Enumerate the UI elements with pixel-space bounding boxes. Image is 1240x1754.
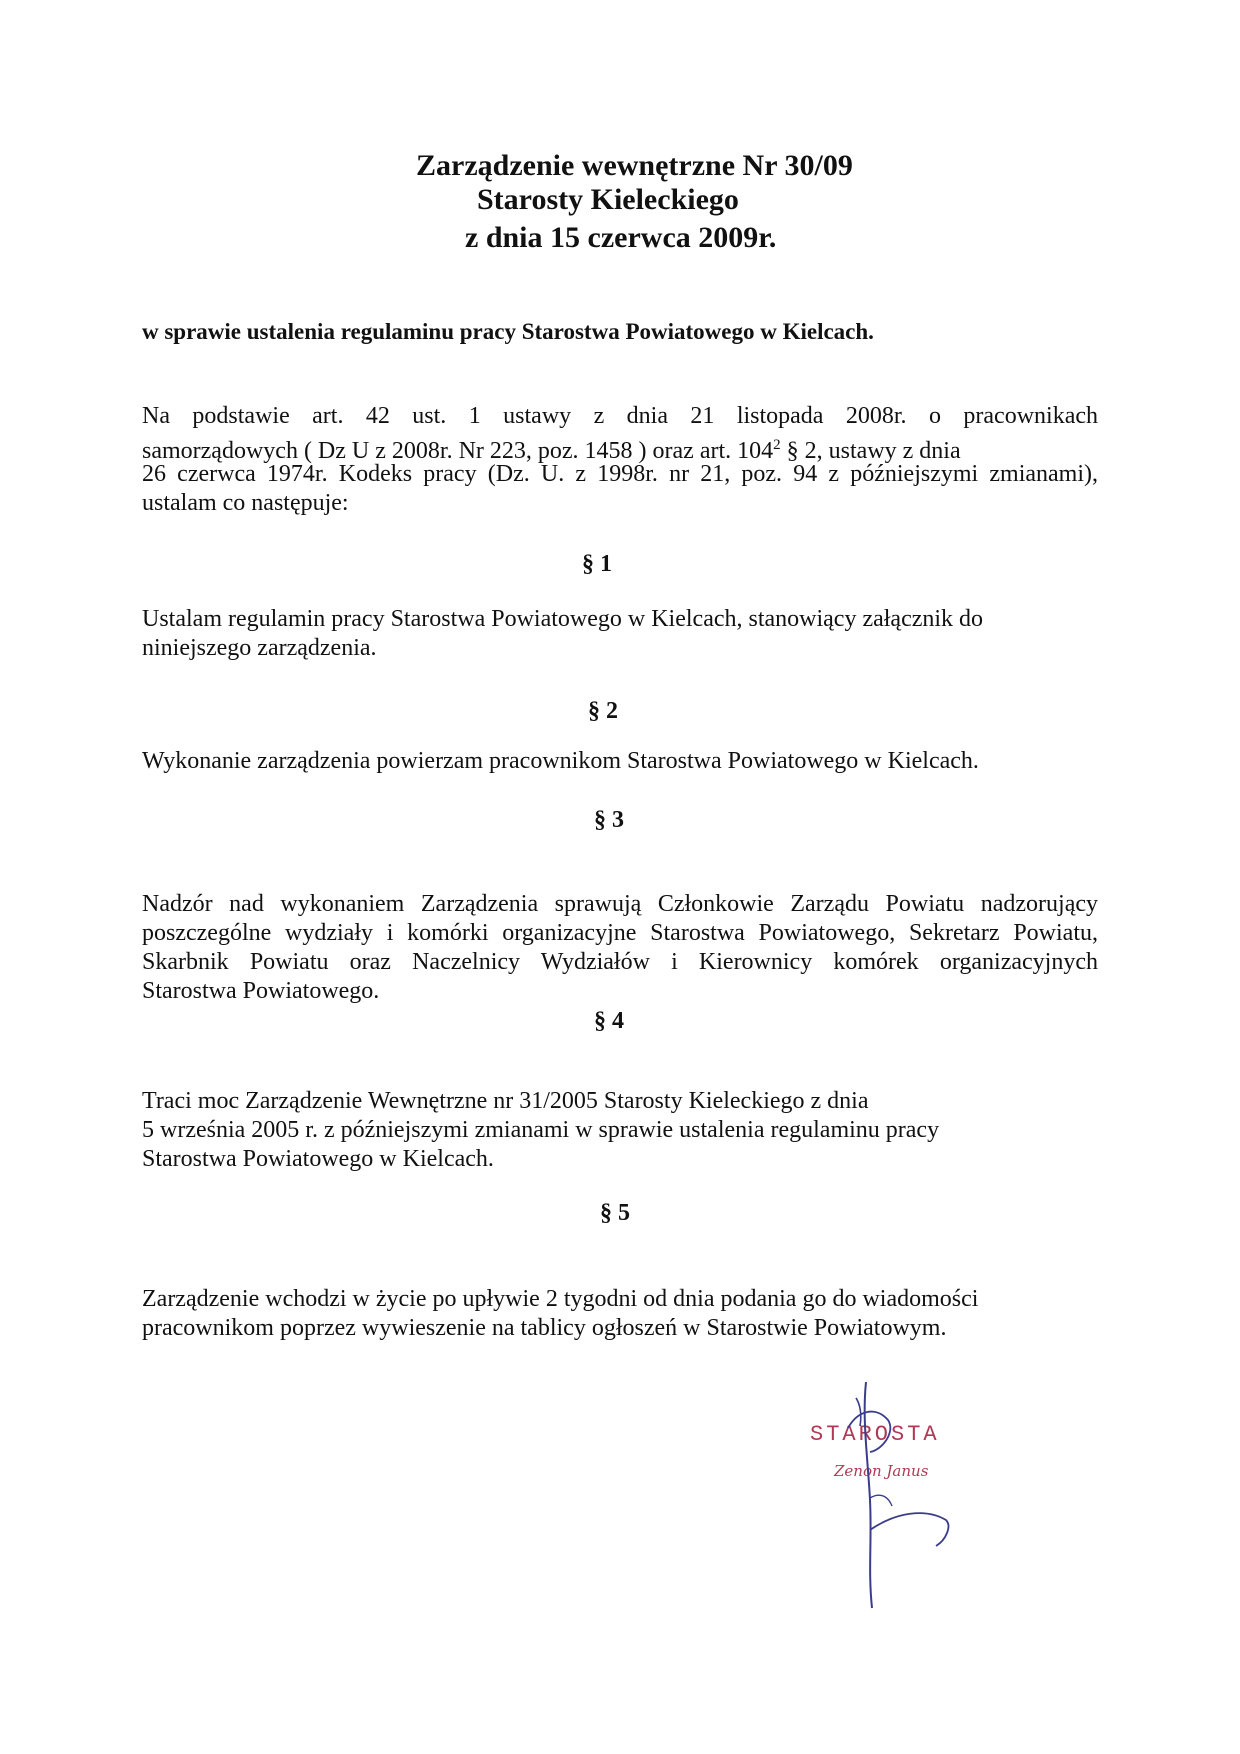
section-1-heading: § 1 [582, 551, 612, 577]
starosta-stamp [796, 1380, 976, 1610]
section-4-heading: § 4 [594, 1008, 624, 1034]
section-3-text [142, 890, 1098, 1006]
preamble-line: 26 czerwca 1974r. Kodeks pracy (Dz. U. z 1998r. nr 21, poz. 94 z późniejszymi zmianami), [142, 461, 1098, 487]
section-line: pracownikom poprzez wywieszenie na tablicy ogłoszeń w Starostwie Powiatowym. [142, 1315, 947, 1341]
document-title: Zarządzenie wewnętrzne Nr 30/09 [416, 149, 853, 182]
section-line: niniejszego zarządzenia. [142, 635, 377, 661]
preamble-line [142, 431, 1098, 464]
document-issuer: Starosty Kieleckiego [477, 183, 739, 216]
section-line: 5 września 2005 r. z późniejszymi zmianami w sprawie ustalenia regulaminu pracy [142, 1117, 940, 1143]
preamble-text: samorządowych ( Dz U z 2008r. Nr 223, poz. 1458 ) oraz art. 104 [142, 438, 774, 464]
preamble-text: § 2, ustawy z dnia [780, 438, 961, 464]
stamp-name: Zenon Janus [834, 1462, 929, 1480]
preamble-line: Na podstawie art. 42 ust. 1 ustawy z dnia 21 listopada 2008r. o pracownikach [142, 403, 1098, 429]
section-line: Ustalam regulamin pracy Starostwa Powiatowego w Kielcach, stanowiący załącznik do [142, 606, 984, 632]
section-3-heading: § 3 [594, 807, 624, 833]
section-line: Skarbnik Powiatu oraz Naczelnicy Wydziałów i Kierownicy komórek organizacyjnych [142, 949, 1098, 975]
superscript: 2 [773, 437, 781, 453]
document-date: z dnia 15 czerwca 2009r. [465, 221, 777, 254]
stamp-office-title: STAROSTA [810, 1422, 940, 1447]
section-1-text [142, 605, 1098, 663]
section-2-text [142, 747, 1098, 776]
section-5-heading: § 5 [600, 1200, 630, 1226]
document-subject: w sprawie ustalenia regulaminu pracy Starostwa Powiatowego w Kielcach. [142, 319, 874, 344]
section-line: Starostwa Powiatowego w Kielcach. [142, 1146, 494, 1172]
section-line: Wykonanie zarządzenia powierzam pracownikom Starostwa Powiatowego w Kielcach. [142, 748, 979, 774]
section-line: Starostwa Powiatowego. [142, 978, 380, 1004]
section-line: Nadzór nad wykonaniem Zarządzenia sprawują Członkowie Zarządu Powiatu nadzorujący [142, 891, 1098, 917]
section-line: poszczególne wydziały i komórki organizacyjne Starostwa Powiatowego, Sekretarz Powiatu, [142, 920, 1098, 946]
signature [796, 1380, 976, 1610]
section-line: Traci moc Zarządzenie Wewnętrzne nr 31/2005 Starosty Kieleckiego z dnia [142, 1088, 869, 1114]
section-4-text [142, 1087, 1098, 1174]
preamble-line: ustalam co następuje: [142, 490, 349, 516]
section-2-heading: § 2 [588, 698, 618, 724]
preamble [142, 402, 1098, 518]
section-line: Zarządzenie wchodzi w życie po upływie 2 tygodni od dnia podania go do wiadomości [142, 1286, 979, 1312]
section-5-text [142, 1285, 1098, 1343]
